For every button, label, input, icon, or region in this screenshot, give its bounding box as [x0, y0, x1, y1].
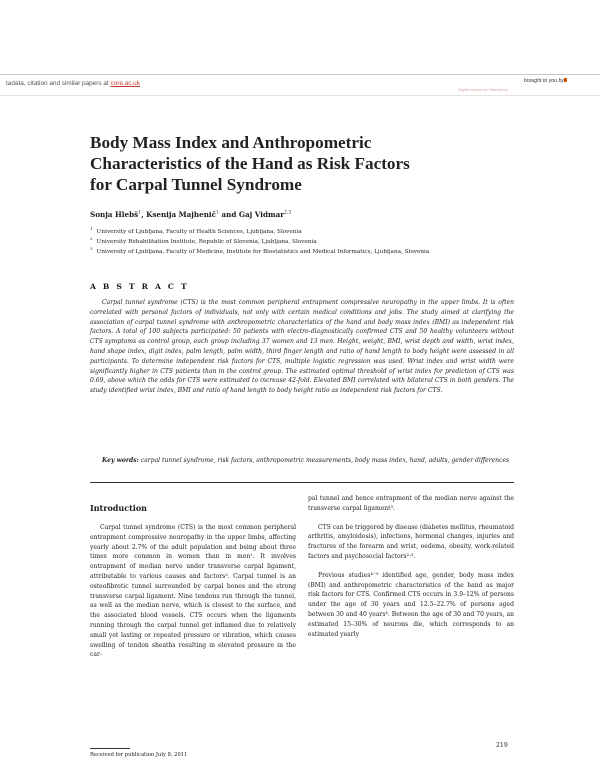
paragraph-text: Previous studies⁴⁻⁹ identified age, gender, body mass index (BMI) and anthropometric characteristics of the hand as major risk factors for CTS. Confirmed CTS occurs in 3.9–12% of persons under the age of 30 years and 12.5–22.7% of persons aged between 30 and 40 years⁴. Between the age of 30 and 70 years, an estimated 15–30% of neurons die, which corresponds to an estimated yearly: [308, 571, 514, 638]
repository-label: Digital Academic Repository: [458, 87, 508, 92]
paragraph: [308, 571, 514, 640]
affiliation-number: 2: [90, 236, 93, 241]
author-affil-mark: 1: [138, 210, 142, 216]
citation-prefix: tadata, citation and similar papers at: [6, 80, 111, 87]
title-line: for Carpal Tunnel Syndrome: [90, 175, 302, 194]
paragraph: [308, 494, 514, 514]
intro-column-left: [90, 523, 296, 755]
author-name: Ksenija Majhenič: [146, 210, 217, 219]
footnote-divider: [90, 748, 130, 749]
brought-by-label: brought to you by: [523, 78, 564, 84]
author-separator: ,: [141, 210, 147, 219]
keywords: [90, 456, 514, 466]
keywords-label: Key words:: [102, 457, 139, 464]
author-name: Gaj Vidmar: [238, 210, 285, 219]
author-separator: and: [218, 210, 239, 219]
affiliation-text: University of Ljubljana, Faculty of Health Sciences, Ljubljana, Slovenia: [96, 228, 302, 235]
paragraph: [90, 523, 296, 660]
abstract-body: [90, 298, 514, 396]
paper-title: [90, 132, 530, 195]
affiliation: [90, 236, 317, 245]
section-heading: Introduction: [90, 503, 147, 513]
provider-logo-icon: [564, 78, 567, 82]
affiliation: [90, 226, 302, 235]
abstract-text: Carpal tunnel syndrome (CTS) is the most common peripheral entrapment compressive neuropathy in the upper limbs. It is often correlated with personal factors of individuals, not only with certain medical conditions and jobs. The study aimed at clarifying the association of carpal tunnel syndrome with anthropometric characteristics of the hand and body mass index (BMI) as independent risk factors. A total of 100 subjects participated: 50 patients with electro-diagnostically confirmed CTS and 50 healthy volunteers without CTS symptoms as control group, each group including 37 women and 13 men. Height, weight, BMI, wrist depth and width, wrist index, hand shape index, digit index, palm length, palm width, third finger length and ratio of hand length to body height were assessed in all participants. To determine independent risk factors for CTS, multiple logistic regression was used. Wrist index and wrist width were significantly higher in CTS patients than in the control group. The estimated optimal threshold of wrist index for prediction of CTS was 0.69, above which the odds for CTS were estimated to increase 42-fold. Elevated BMI correlated with bilateral CTS in both genders. The study identified wrist index, BMI and ratio of hand length to body height ratio as independent risk factors for CTS.: [90, 299, 514, 395]
core-link[interactable]: core.ac.uk: [110, 80, 140, 87]
paragraph-text: Carpal tunnel syndrome (CTS) is the most common peripheral entrapment compressive neuropathy in the upper limbs, affecting yearly about 2.7% of the adult population and being about three times more common in women than in men¹. It involves entrapment of median nerve under transverse carpal ligament, attributable to various causes and factors². Carpal tunnel is an osteofibrotic tunnel surrounded by carpal bones and the strong transverse carpal ligament. Nine tendons run through the tunnel, as well as the median nerve, which is closest to the surface, and the associated blood vessels. CTS occurs when the ligaments running through the carpal tunnel get inflamed due to relatively small yet lasting or repeated pressure or vibration, which causes swelling of tendon sheaths resulting in elevated pressure in the car-: [90, 524, 296, 659]
paragraph: [308, 523, 514, 562]
abstract-divider: [90, 482, 514, 483]
affiliation: [90, 246, 429, 255]
paragraph-text: pal tunnel and hence entrapment of the median nerve against the transverse carpal ligament³.: [308, 495, 514, 512]
affiliation-text: University Rehabilitation Institute, Republic of Slovenia, Ljubljana, Slovenia: [96, 238, 317, 245]
title-line: Body Mass Index and Anthropometric: [90, 133, 372, 152]
affiliation-text: University of Ljubljana, Faculty of Medicine, Institute for Biostatistics and Medical Informatics, Ljubljana, Slovenia: [96, 248, 430, 255]
title-line: Characteristics of the Hand as Risk Factors: [90, 154, 410, 173]
author-affil-mark: 1: [216, 210, 219, 216]
keywords-text: carpal tunnel syndrome, risk factors, anthropometric measurements, body mass index, hand, adults, gender differences: [138, 457, 510, 464]
citation-notice: [6, 80, 140, 87]
affiliation-number: 3: [90, 246, 93, 251]
affiliation-number: 1: [90, 226, 93, 231]
page-number: 219: [496, 742, 508, 749]
author-name: Sonja Hlebš: [90, 210, 139, 219]
received-note: Received for publication July 8, 2011: [90, 752, 188, 758]
provider-bar: [0, 74, 600, 96]
intro-column-right: [308, 494, 514, 744]
abstract-heading: A B S T R A C T: [90, 282, 189, 291]
author-list: [90, 210, 291, 219]
paragraph-text: CTS can be triggered by disease (diabetes mellitus, rheumatoid arthritis, amyloidosis), infections, hormonal changes, injuries and fractures of the forearm and wrist, oedema, obesity, work-related factors and psychosocial factors²·³.: [308, 523, 514, 560]
author-affil-mark: 2,3: [284, 210, 292, 216]
